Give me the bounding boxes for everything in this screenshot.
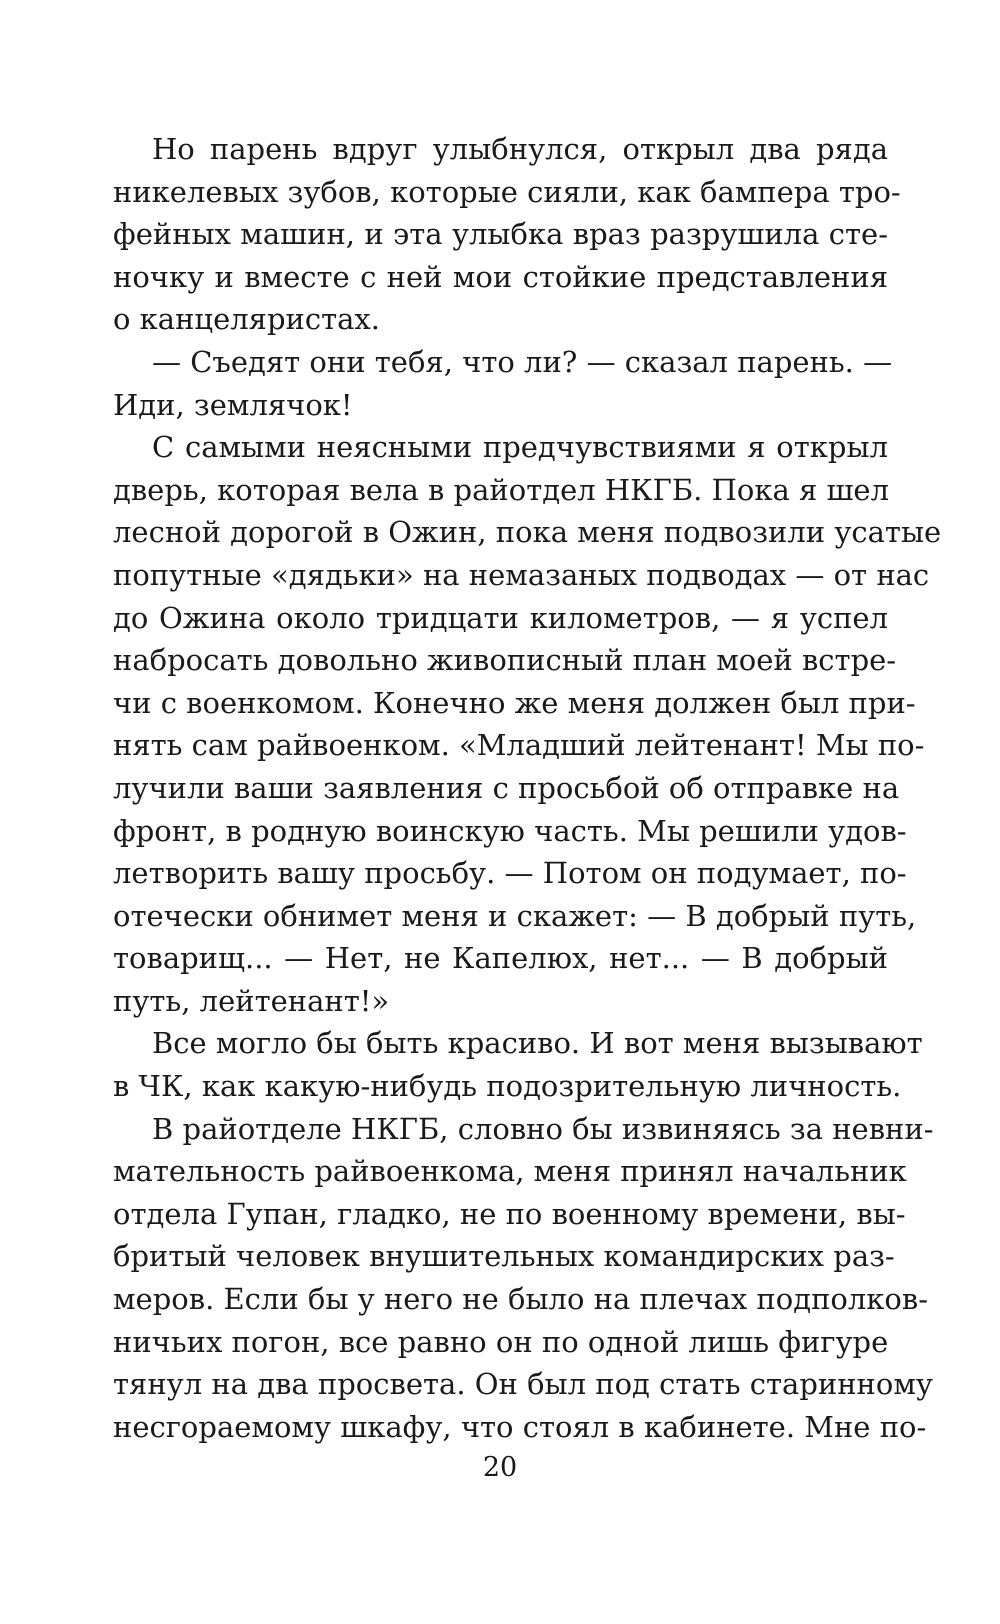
text-line: о канцеляристах. (113, 302, 380, 337)
paragraph (113, 1108, 934, 1449)
text-line: В райотделе НКГБ, словно бы извиняясь за невни- (152, 1111, 934, 1146)
paragraph (113, 128, 901, 341)
text-line: лесной дорогой в Ожин, пока меня подвозили усатые (113, 515, 942, 550)
text-line: — Съедят они тебя, что ли? — сказал парень. — (152, 344, 893, 379)
text-line: отдела Гупан, гладко, не по военному времени, вы- (113, 1196, 906, 1231)
text-line: чи с военкомом. Конечно же меня должен был при- (113, 685, 916, 720)
text-line: никелевых зубов, которые сияли, как бампера тро- (113, 174, 901, 209)
text-line: отечески обнимет меня и скажет: — В добрый путь, (113, 898, 917, 933)
text-line: лучили ваши заявления с просьбой об отправке на (113, 770, 900, 805)
text-line: ничьих погон, все равно он по одной лишь фигуре (113, 1324, 889, 1359)
text-line: мательность райвоенкома, меня принял начальник (113, 1154, 907, 1189)
text-line: товарищ... — Нет, не Капелюх, нет... — В добрый (113, 941, 888, 976)
text-line: бритый человек внушительных командирских раз- (113, 1239, 895, 1274)
text-line: попутные «дядьки» на немазаных подводах — от нас (113, 557, 930, 592)
paragraph (113, 426, 942, 1022)
text-line: набросать довольно живописный план моей встре- (113, 643, 897, 678)
text-line: С самыми неясными предчувствиями я открыл (152, 430, 888, 465)
text-line: путь, лейтенант!» (113, 983, 390, 1018)
text-line: ночку и вместе с ней мои стойкие представления (113, 259, 888, 294)
paragraph (113, 1022, 923, 1107)
text-line: Иди, землячок! (113, 387, 353, 422)
text-line: дверь, которая вела в райотдел НКГБ. Пока я шел (113, 472, 890, 507)
body-text (113, 128, 942, 1448)
text-line: фейных машин, и эта улыбка враз разрушила сте- (113, 217, 888, 252)
text-line: до Ожина около тридцати километров, — я успел (113, 600, 888, 635)
text-line: меров. Если бы у него не было на плечах подполков- (113, 1282, 928, 1317)
text-line: фронт, в родную воинскую часть. Мы решили удов- (113, 813, 907, 848)
page-number: 20 (482, 1452, 518, 1483)
text-line: в ЧК, как какую-нибудь подозрительную личность. (113, 1069, 902, 1104)
paragraph (113, 341, 893, 426)
text-line: нять сам райвоенком. «Младший лейтенант! Мы по- (113, 728, 925, 763)
text-line: Но парень вдруг улыбнулся, открыл два ряда (152, 132, 888, 166)
text-line: летворить вашу просьбу. — Потом он подумает, по- (113, 856, 907, 891)
text-line: несгораемому шкафу, что стоял в кабинете. Мне по- (113, 1409, 927, 1444)
text-line: тянул на два просвета. Он был под стать старинному (113, 1367, 933, 1402)
text-line: Все могло бы быть красиво. И вот меня вызывают (152, 1026, 923, 1061)
